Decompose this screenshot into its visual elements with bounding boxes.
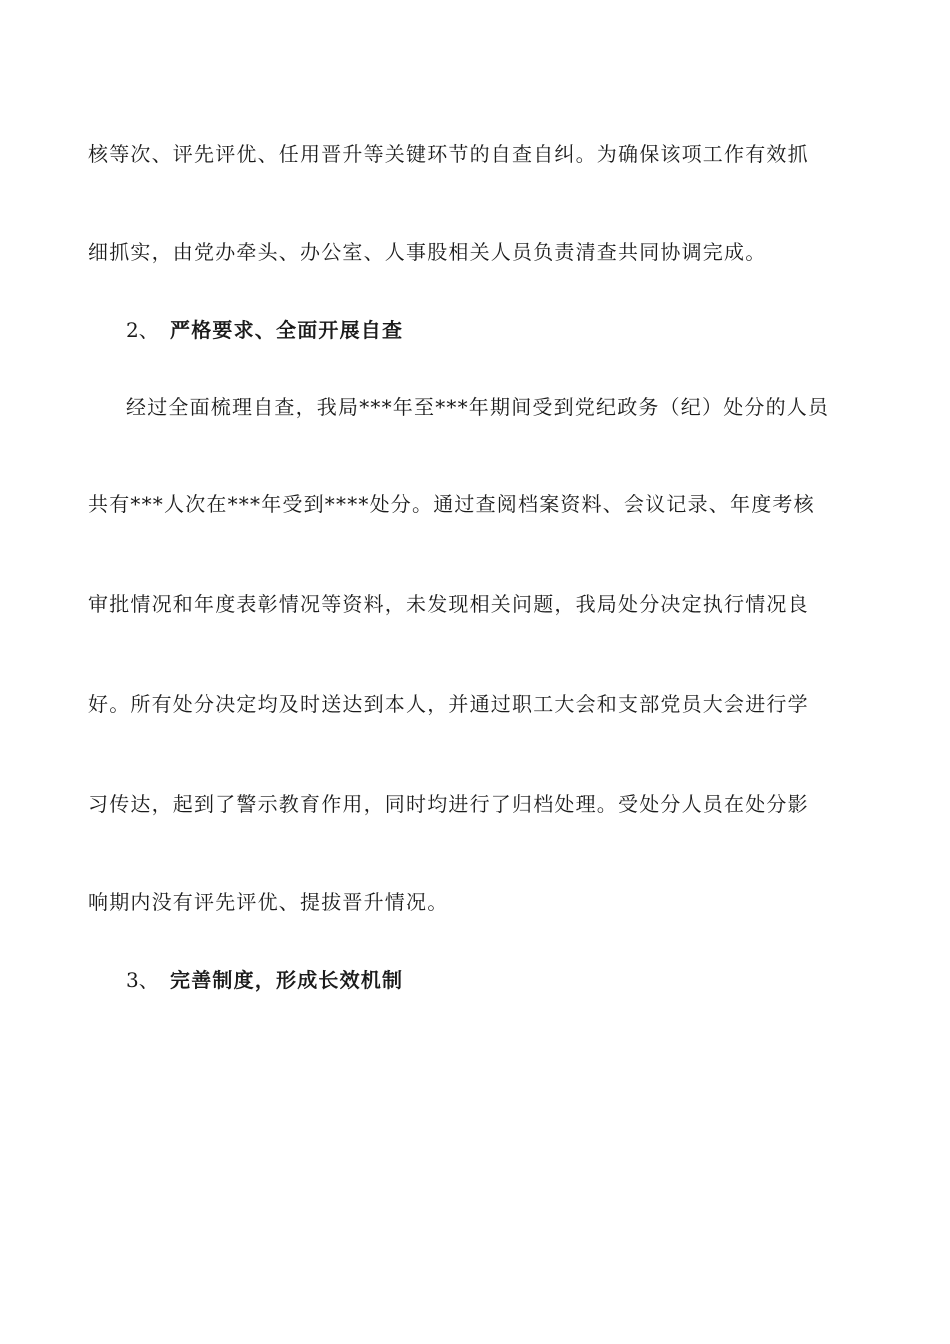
section-number: 2、 — [126, 318, 159, 342]
section-heading-2 — [126, 316, 826, 344]
paragraph-line: 共有***人次在***年受到****处分。通过查阅档案资料、会议记录、年度考核 — [88, 492, 815, 516]
paragraph-line: 响期内没有评先评优、提拔晋升情况。 — [88, 890, 449, 914]
section-number: 3、 — [126, 968, 159, 992]
paragraph-line: 经过全面梳理自查，我局***年至***年期间受到党纪政务（纪）处分的人员 — [126, 395, 830, 419]
paragraph-line: 细抓实，由党办牵头、办公室、人事股相关人员负责清查共同协调完成。 — [88, 240, 767, 264]
paragraph-line: 审批情况和年度表彰情况等资料，未发现相关问题，我局处分决定执行情况良 — [88, 592, 809, 616]
section-title: 完善制度，形成长效机制 — [170, 968, 404, 992]
section-heading-3 — [126, 966, 826, 994]
paragraph-line: 核等次、评先评优、任用晋升等关键环节的自查自纠。为确保该项工作有效抓 — [88, 142, 809, 166]
paragraph-line: 好。所有处分决定均及时送达到本人，并通过职工大会和支部党员大会进行学 — [88, 692, 809, 716]
paragraph-line: 习传达，起到了警示教育作用，同时均进行了归档处理。受处分人员在处分影 — [88, 792, 809, 816]
section-title: 严格要求、全面开展自查 — [170, 318, 404, 342]
